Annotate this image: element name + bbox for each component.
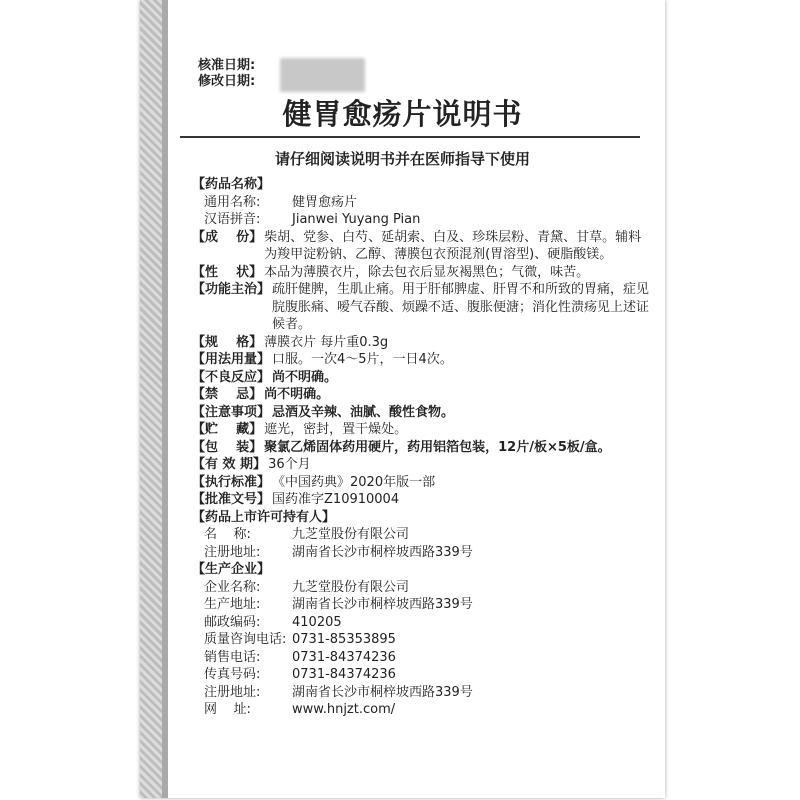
quality-phone-row bbox=[192, 631, 652, 649]
precautions-value: 忌酒及辛辣、油腻、酸性食物。 bbox=[272, 404, 455, 420]
holder-address-label: 注册地址: bbox=[204, 544, 261, 560]
prod-address-row bbox=[192, 596, 652, 614]
specification-value: 薄膜衣片 每片重0.3g bbox=[264, 334, 389, 350]
holder-name-value: 九芝堂股份有限公司 bbox=[292, 527, 410, 542]
section-specification bbox=[192, 334, 652, 352]
website-value: www.hnjzt.com/ bbox=[292, 702, 396, 717]
storage-value: 遮光，密封，置干燥处。 bbox=[264, 422, 408, 437]
dosage-value: 口服。一次4～5片，一日4次。 bbox=[272, 352, 453, 367]
sales-phone-value: 0731-84374236 bbox=[292, 649, 396, 665]
section-ingredients bbox=[192, 229, 652, 264]
postcode-row bbox=[192, 614, 652, 632]
generic-name-row bbox=[192, 194, 652, 212]
postcode-value: 410205 bbox=[292, 614, 342, 630]
section-adverse bbox=[192, 369, 652, 387]
section-holder bbox=[192, 509, 652, 527]
reg-address-value: 湖南省长沙市桐梓坡西路339号 bbox=[292, 684, 473, 700]
contraindication-label: 【禁 忌】 bbox=[192, 387, 263, 402]
page-title: 健胃愈疡片说明书 bbox=[282, 97, 523, 131]
holder-name-row bbox=[192, 526, 652, 544]
generic-name-value: 健胃愈疡片 bbox=[292, 194, 358, 210]
fax-label: 传真号码: bbox=[204, 667, 261, 682]
website-label: 网 址: bbox=[204, 702, 251, 717]
precautions-label: 【注意事项】 bbox=[192, 404, 271, 420]
fax-value: 0731-84374236 bbox=[292, 667, 396, 682]
validity-label: 【有 效 期】 bbox=[192, 457, 267, 472]
section-approval bbox=[192, 491, 652, 509]
page-subtitle: 请仔细阅读说明书并在医师指导下使用 bbox=[274, 150, 530, 168]
modify-date-label: 修改日期: bbox=[198, 74, 256, 89]
prod-address-value: 湖南省长沙市桐梓坡西路339号 bbox=[292, 597, 473, 612]
section-manufacturer bbox=[192, 561, 652, 579]
section-drug-name bbox=[192, 176, 652, 194]
postcode-label: 邮政编码: bbox=[204, 614, 261, 630]
holder-name-label: 名 称: bbox=[204, 527, 251, 542]
company-label: 企业名称: bbox=[204, 579, 261, 595]
section-precautions bbox=[192, 404, 652, 422]
quality-phone-label: 质量咨询电话: bbox=[204, 632, 287, 647]
section-package bbox=[192, 439, 652, 457]
fax-row bbox=[192, 666, 652, 684]
standard-value: 《中国药典》2020年版一部 bbox=[272, 474, 436, 490]
pinyin-value: Jianwei Yuyang Pian bbox=[292, 212, 421, 227]
section-function bbox=[192, 281, 652, 334]
approval-value: 国药准字Z10910004 bbox=[272, 492, 400, 507]
holder-address-value: 湖南省长沙市桐梓坡西路339号 bbox=[292, 544, 473, 560]
reg-address-label: 注册地址: bbox=[204, 684, 261, 700]
date-block bbox=[198, 58, 255, 90]
validity-value: 36个月 bbox=[268, 457, 311, 472]
manufacturer-label: 【生产企业】 bbox=[192, 562, 271, 577]
approval-label: 【批准文号】 bbox=[192, 492, 271, 507]
approve-date-label: 核准日期: bbox=[198, 58, 256, 73]
company-value: 九芝堂股份有限公司 bbox=[292, 579, 410, 595]
redacted-dates bbox=[280, 58, 365, 92]
section-standard bbox=[192, 474, 652, 492]
quality-phone-value: 0731-85353895 bbox=[292, 632, 396, 647]
adverse-label: 【不良反应】 bbox=[192, 369, 271, 385]
pinyin-label: 汉语拼音: bbox=[204, 212, 261, 227]
section-validity bbox=[192, 456, 652, 474]
specification-label: 【规 格】 bbox=[192, 334, 263, 350]
prod-address-label: 生产地址: bbox=[204, 597, 261, 612]
generic-name-label: 通用名称: bbox=[204, 194, 261, 210]
storage-label: 【贮 藏】 bbox=[192, 422, 263, 437]
section-character bbox=[192, 264, 652, 282]
section-contraindication bbox=[192, 386, 652, 404]
character-label: 【性 状】 bbox=[192, 264, 263, 280]
reg-address-row bbox=[192, 684, 652, 702]
leaflet-sections bbox=[192, 176, 652, 719]
drug-name-label: 【药品名称】 bbox=[192, 177, 271, 192]
title-underline bbox=[180, 136, 640, 138]
ingredients-value: 柴胡、党参、白芍、延胡索、白及、珍珠层粉、青黛、甘草。辅料为羧甲淀粉钠、乙醇、薄膜包衣预混剂(胃溶型)、硬脂酸镁。 bbox=[264, 229, 642, 262]
holder-label: 【药品上市许可持有人】 bbox=[192, 509, 336, 525]
section-dosage bbox=[192, 351, 652, 369]
sales-phone-row bbox=[192, 649, 652, 667]
adverse-value: 尚不明确。 bbox=[272, 369, 338, 385]
package-value: 聚氯乙烯固体药用硬片，药用铝箔包装，12片/板×5板/盒。 bbox=[264, 439, 611, 455]
holder-address-row bbox=[192, 544, 652, 562]
ingredients-label: 【成 份】 bbox=[192, 229, 263, 245]
leaflet-sheet bbox=[140, 0, 665, 798]
function-value: 疏肝健脾，生肌止痛。用于肝郁脾虚、肝胃不和所致的胃痛，症见脘腹胀痛、嗳气吞酸、烦躁不适、腹胀便溏；消化性溃疡见上述证候者。 bbox=[272, 282, 650, 332]
character-value: 本品为薄膜衣片，除去包衣后显灰褐黑色；气微，味苦。 bbox=[264, 264, 590, 280]
contraindication-value: 尚不明确。 bbox=[264, 387, 330, 402]
section-storage bbox=[192, 421, 652, 439]
dosage-label: 【用法用量】 bbox=[192, 352, 271, 367]
sales-phone-label: 销售电话: bbox=[204, 649, 261, 665]
package-label: 【包 装】 bbox=[192, 439, 263, 455]
pinyin-row bbox=[192, 211, 652, 229]
standard-label: 【执行标准】 bbox=[192, 474, 271, 490]
company-row bbox=[192, 579, 652, 597]
function-label: 【功能主治】 bbox=[192, 282, 271, 297]
website-row bbox=[192, 701, 652, 719]
